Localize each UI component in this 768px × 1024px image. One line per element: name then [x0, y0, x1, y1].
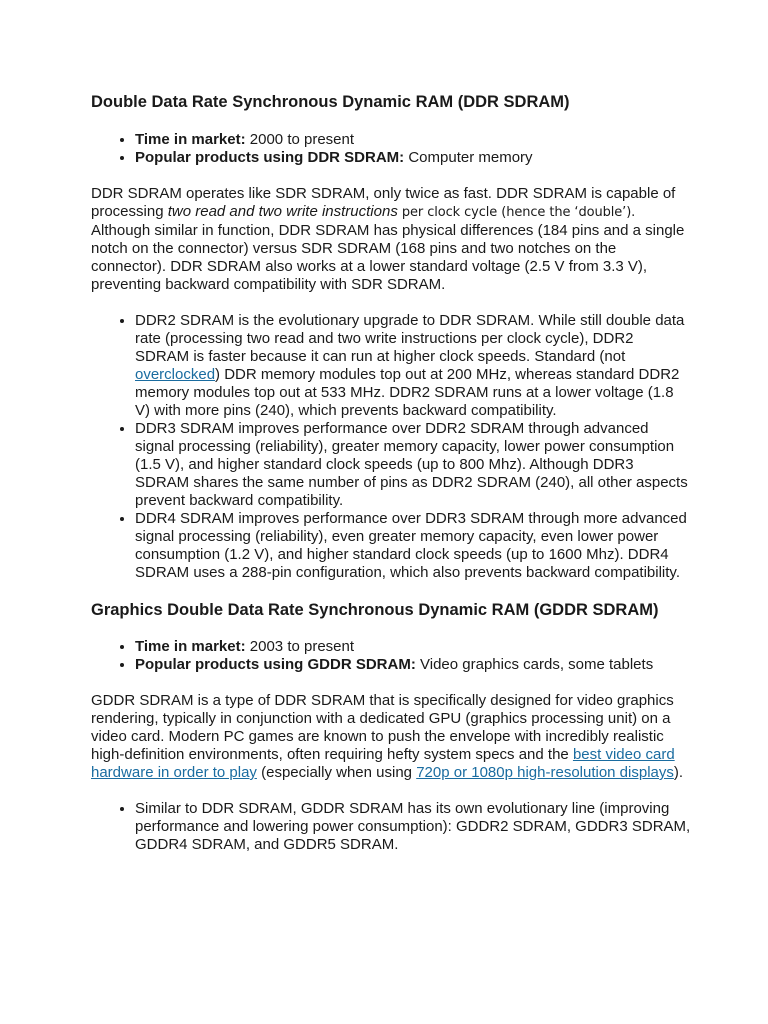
fact-label: Popular products using GDDR SDRAM:	[135, 656, 416, 673]
paragraph-italic-text: two read and two write instructions	[167, 203, 398, 220]
list-item-text: DDR2 SDRAM is the evolutionary upgrade to DDR SDRAM. While still double data rate (processing two read and two write instructions per clock cycle), DDR2 SDRAM is faster because it can run at higher clock speeds. Standard (not	[135, 312, 685, 365]
fact-label: Time in market:	[135, 131, 246, 148]
fact-value: 2000 to present	[245, 131, 355, 148]
fact-label: Popular products using DDR SDRAM:	[135, 149, 405, 166]
fact-value: Computer memory	[404, 149, 533, 166]
list-item-text: ) DDR memory modules top out at 200 MHz, whereas standard DDR2 memory modules top out at 533 MHz. DDR2 SDRAM runs at a lower voltage (1.8 V) with more pins (240), which prevents backward compatibility.	[135, 366, 680, 419]
section-heading-ddr: Double Data Rate Synchronous Dynamic RAM (DDR SDRAM)	[91, 93, 570, 111]
ddr-generations-list	[91, 312, 691, 582]
fact-label: Time in market:	[135, 638, 246, 655]
gddr-facts-list	[91, 638, 691, 674]
fact-popular-products	[135, 656, 691, 674]
paragraph-text: GDDR SDRAM is a type of DDR SDRAM that is specifically designed for video graphics rendering, typically in conjunction with a dedicated GPU (graphics processing unit) on a video card. Modern PC games are known to push the envelope with incredibly realistic high-definition environments, often requiring hefty system specs and the	[91, 692, 674, 763]
article-content	[91, 92, 691, 854]
ddr-description-paragraph	[91, 185, 691, 294]
list-item-ddr4: • DDR4 SDRAM improves performance over DDR3 SDRAM through more advanced signal processing (reliability), even greater memory capacity, even lower power consumption (1.2 V), and higher standard clock speeds (up to 1600 Mhz). DDR4 SDRAM uses a 288-pin configuration, which also prevents backward compatibility.	[135, 510, 691, 582]
fact-popular-products	[135, 149, 691, 167]
fact-time-in-market	[135, 131, 691, 149]
paragraph-text: Although similar in function, DDR SDRAM has physical differences (184 pins and a single notch on the connector) versus SDR SDRAM (168 pins and two notches on the connector). DDR SDRAM also works at a lower standard voltage (2.5 V from 3.3 V), preventing backward compatibility with SDR SDRAM.	[91, 222, 685, 293]
fact-value: 2003 to present	[245, 638, 355, 655]
overclocked-link[interactable]: overclocked	[135, 366, 216, 383]
fact-time-in-market	[135, 638, 691, 656]
fact-value: Video graphics cards, some tablets	[415, 656, 654, 673]
paragraph-text: DDR SDRAM operates like SDR SDRAM, only twice as fast. DDR SDRAM is capable of processing	[91, 185, 676, 220]
list-item-ddr2	[135, 312, 691, 420]
high-resolution-displays-link[interactable]: 720p or 1080p high-resolution displays	[416, 764, 674, 781]
paragraph-text: (especially when using	[256, 764, 417, 781]
best-video-card-link[interactable]: best video card hardware in order to play	[91, 746, 675, 781]
gddr-generations-list	[91, 800, 691, 854]
section-heading-gddr: Graphics Double Data Rate Synchronous Dynamic RAM (GDDR SDRAM)	[91, 601, 659, 619]
list-item-gddr: • Similar to DDR SDRAM, GDDR SDRAM has its own evolutionary line (improving performance and lowering power consumption): GDDR2 SDRAM, GDDR3 SDRAM, GDDR4 SDRAM, and GDDR5 SDRAM.	[135, 800, 691, 854]
paragraph-text: ).	[673, 764, 684, 781]
list-item-ddr3: • DDR3 SDRAM improves performance over DDR2 SDRAM through advanced signal processing (reliability), greater memory capacity, lower power consumption (1.5 V), and higher standard clock speeds (up to 800 Mhz). Although DDR3 SDRAM shares the same number of pins as DDR2 SDRAM (240), all other aspects prevent backward compatibility.	[135, 420, 691, 510]
ddr-facts-list	[91, 131, 691, 167]
gddr-description-paragraph	[91, 692, 691, 782]
paragraph-mono-text: per clock cycle (hence the ‘double’).	[397, 205, 636, 220]
